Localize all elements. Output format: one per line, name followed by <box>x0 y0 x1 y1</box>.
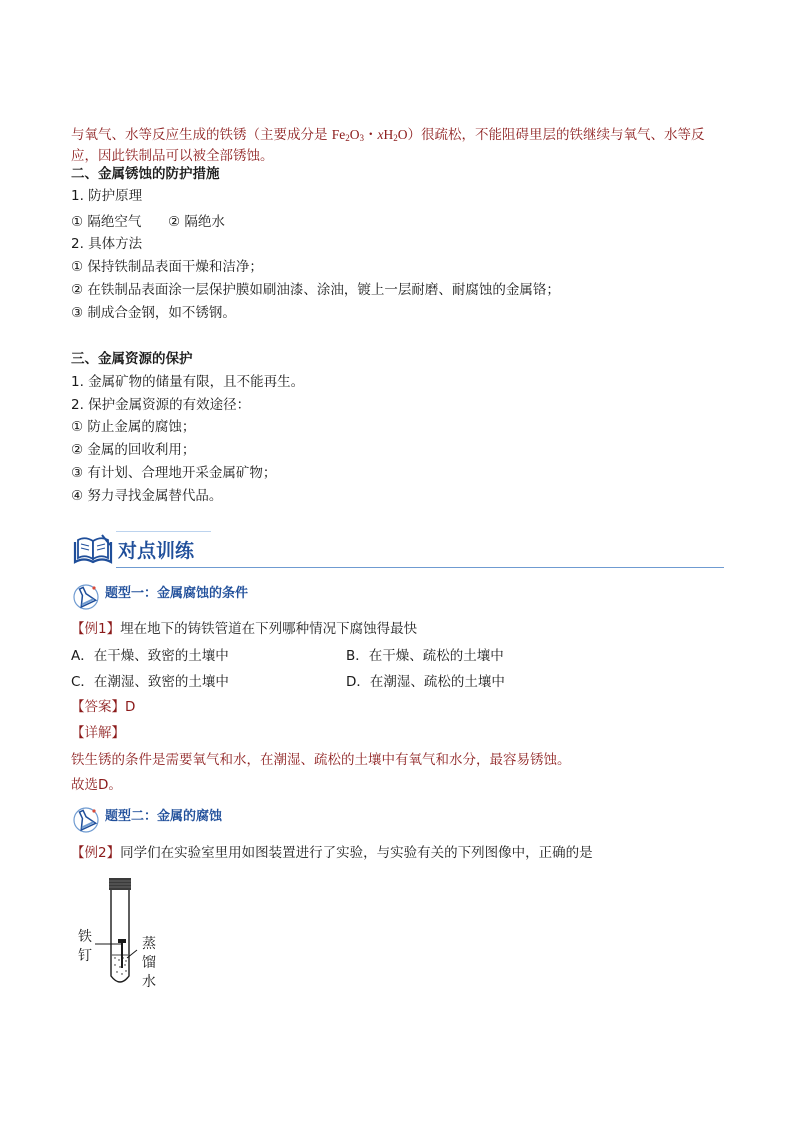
type2-label: 题型二：金属的腐蚀 <box>105 809 223 824</box>
option-c: C．在潮湿、致密的土壤中 <box>71 674 229 690</box>
flask-icon <box>72 582 100 610</box>
section2-sub1: 1. 防护原理 <box>71 188 143 204</box>
intro-text-a: 与氧气、水等反应生成的铁锈（主要成分是 <box>71 127 332 143</box>
water-label-2: 馏 <box>142 955 156 971</box>
principle-2: ② 隔绝水 <box>168 214 225 230</box>
example2-text: 同学们在实验室里用如图装置进行了实验，与实验有关的下列图像中，正确的是 <box>120 845 593 861</box>
section3-item1: 1. 金属矿物的储量有限，且不能再生。 <box>71 374 305 390</box>
way-item: ② 金属的回收利用； <box>71 442 196 458</box>
section2-heading: 二、金属锈蚀的防护措施 <box>71 166 220 182</box>
formula-h: H <box>383 127 394 142</box>
example2-tag: 【例2】 <box>71 845 121 861</box>
rust-formula <box>332 127 408 142</box>
water-label-3: 水 <box>142 974 156 990</box>
method-item: ① 保持铁制品表面干燥和洁净； <box>71 259 263 275</box>
water-label-1: 蒸 <box>142 936 156 952</box>
method-item: ② 在铁制品表面涂一层保护膜如刷油漆、涂油，镀上一层耐磨、耐腐蚀的金属铬； <box>71 282 560 298</box>
answer-line <box>71 697 135 717</box>
example1-text: 埋在地下的铸铁管道在下列哪种情况下腐蚀得最快 <box>120 621 418 637</box>
intro-line-1 <box>71 125 705 148</box>
way-item: ③ 有计划、合理地开采金属矿物； <box>71 465 277 481</box>
option-d: D．在潮湿、疏松的土壤中 <box>346 674 505 690</box>
answer-tag: 【答案】 <box>71 699 125 715</box>
training-title: 对点训练 <box>118 540 195 562</box>
way-item: ① 防止金属的腐蚀； <box>71 419 196 435</box>
example1-tag: 【例1】 <box>71 621 121 637</box>
formula-sub-2: 2 <box>345 133 350 143</box>
section3-heading: 三、金属资源的保护 <box>71 351 193 367</box>
conclusion-text: 故选D。 <box>71 777 122 793</box>
section-bottom-rule <box>116 567 724 568</box>
intro-text-b: ）很疏松，不能阻碍里层的铁继续与氧气、水等反 <box>407 127 705 143</box>
tube <box>111 890 129 982</box>
flask-icon <box>72 805 100 833</box>
nail-label-1: 铁 <box>78 929 92 945</box>
section3-item2: 2. 保护金属资源的有效途径： <box>71 397 251 413</box>
formula-sub-3: 3 <box>359 133 365 143</box>
nail-label-2: 钉 <box>78 948 92 964</box>
detail-text: 铁生锈的条件是需要氧气和水，在潮湿、疏松的土壤中有氧气和水分，最容易锈蚀。 <box>71 752 571 768</box>
formula-fe: Fe <box>331 127 346 142</box>
answer-value: D <box>125 699 136 715</box>
detail-tag: 【详解】 <box>71 725 125 741</box>
section-top-rule <box>116 531 211 532</box>
formula-sub-h2: 2 <box>393 133 398 143</box>
formula-x: x <box>377 127 384 142</box>
principle-1: ① 隔绝空气 <box>71 214 142 230</box>
way-item: ④ 努力寻找金属替代品。 <box>71 488 223 504</box>
example1-question <box>71 619 417 639</box>
option-b: B．在干燥、疏松的土壤中 <box>346 648 504 664</box>
example2-question <box>71 843 593 863</box>
book-icon <box>72 532 114 566</box>
method-item: ③ 制成合金钢，如不锈钢。 <box>71 305 236 321</box>
formula-dot: ・ <box>364 127 378 142</box>
intro-line-2: 应，因此铁制品可以被全部锈蚀。 <box>71 148 274 164</box>
formula-o2: O <box>397 127 408 142</box>
formula-o: O <box>349 127 360 142</box>
option-a: A．在干燥、致密的土壤中 <box>71 648 229 664</box>
section2-sub2: 2. 具体方法 <box>71 236 143 252</box>
type1-label: 题型一：金属腐蚀的条件 <box>105 586 249 601</box>
